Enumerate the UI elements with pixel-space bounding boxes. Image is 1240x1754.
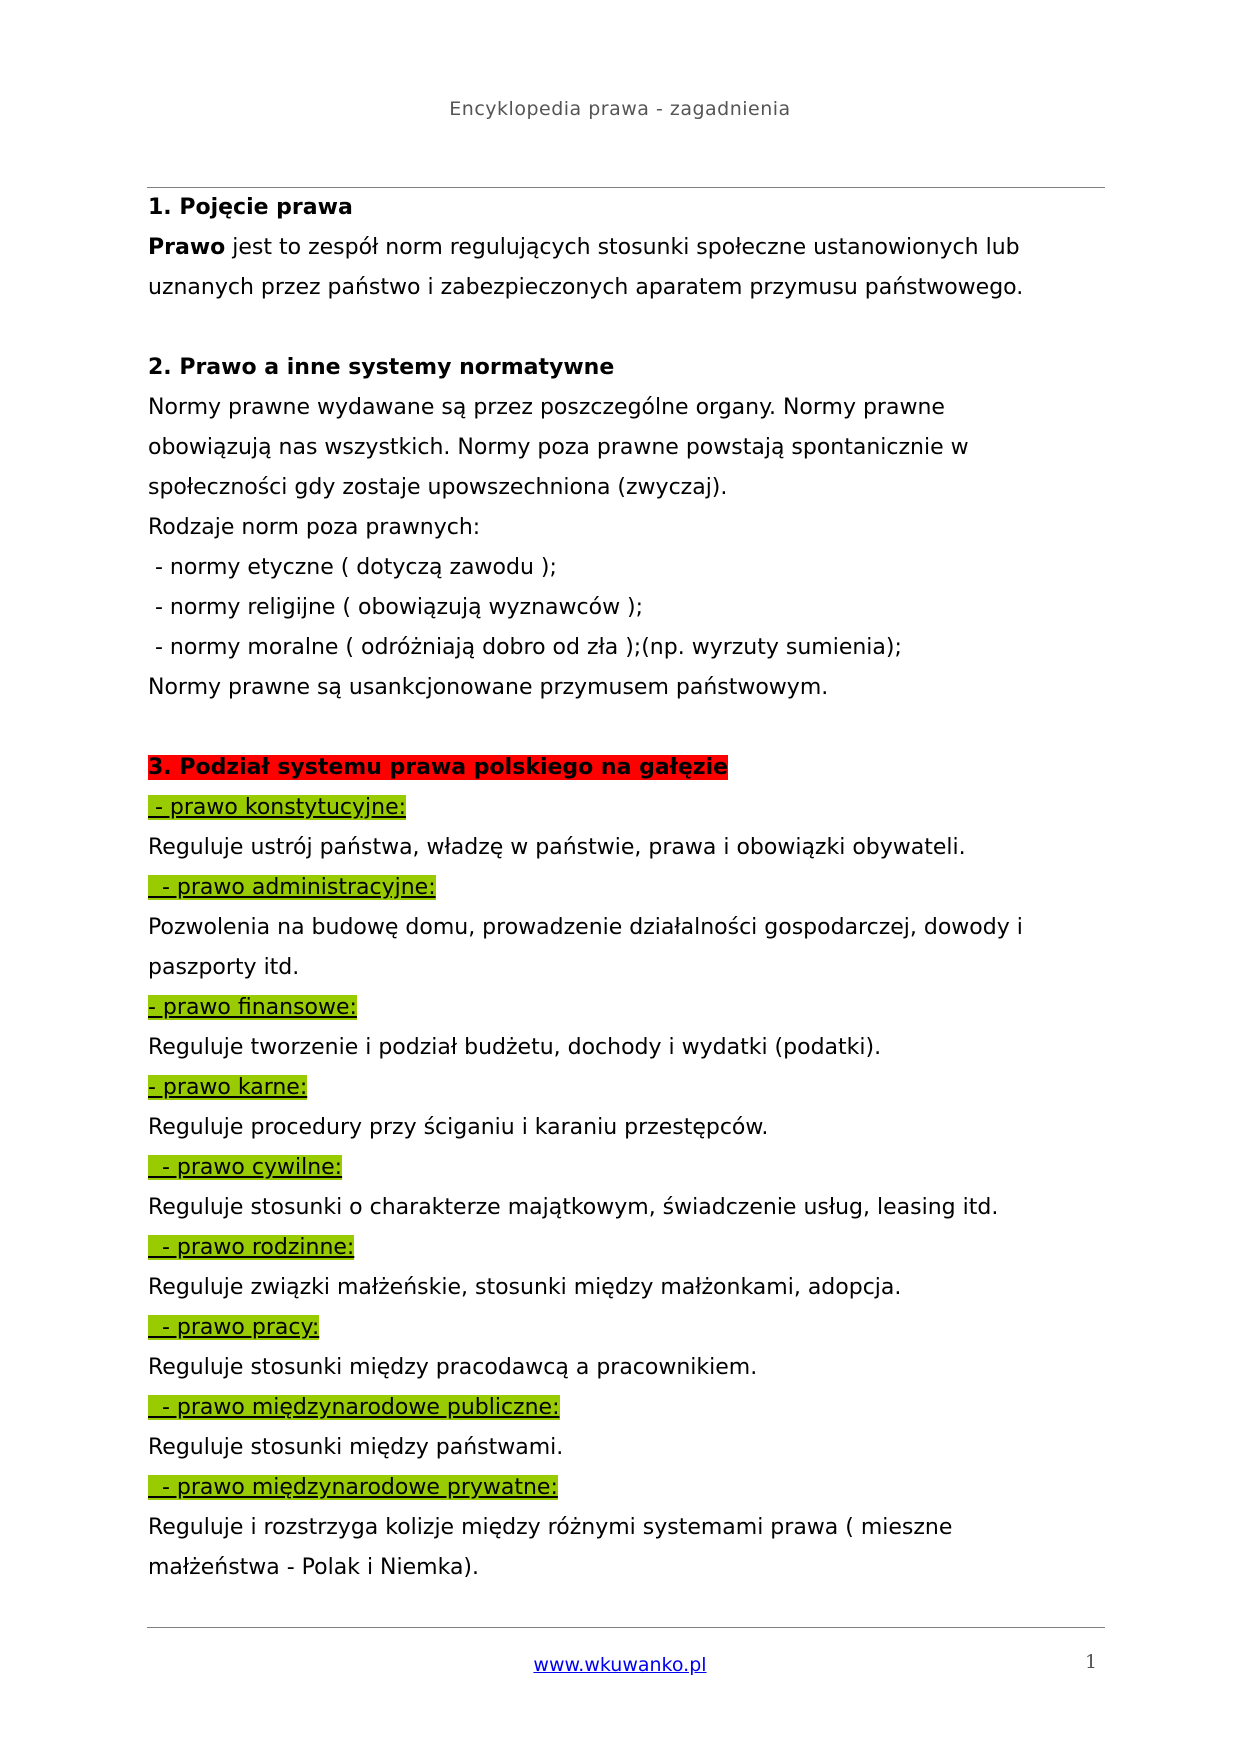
branch-label-miedzynarodowe-prywatne: - prawo międzynarodowe prywatne: — [148, 1475, 558, 1500]
branch-label-cywilne: - prawo cywilne: — [148, 1155, 343, 1180]
branch-label-rodzinne: - prawo rodzinne: — [148, 1235, 355, 1260]
branch-description: Reguluje ustrój państwa, władzę w państwie, prawa i obowiązki obywateli. — [148, 835, 966, 860]
branch-description: Reguluje związki małżeńskie, stosunki między małżonkami, adopcja. — [148, 1275, 902, 1300]
branch-description: Reguluje procedury przy ściganiu i karaniu przestępców. — [148, 1115, 769, 1140]
bold-term-prawo: Prawo — [148, 235, 226, 260]
section-2-line: Normy prawne wydawane są przez poszczególne organy. Normy prawne — [148, 395, 945, 420]
branch-label-finansowe: - prawo finansowe: — [148, 995, 357, 1020]
section-1-line-1-text: jest to zespół norm regulujących stosunki społeczne ustanowionych lub — [225, 235, 1020, 260]
section-2-line: Rodzaje norm poza prawnych: — [148, 515, 481, 540]
branch-description: Reguluje tworzenie i podział budżetu, dochody i wydatki (podatki). — [148, 1035, 882, 1060]
branch-label-administracyjne: - prawo administracyjne: — [148, 875, 436, 900]
footer-website-link[interactable]: www.wkuwanko.pl — [533, 1654, 707, 1676]
section-2-line: obowiązują nas wszystkich. Normy poza prawne powstają spontanicznie w — [148, 435, 969, 460]
branch-label-pracy: - prawo pracy: — [148, 1315, 320, 1340]
branch-label-konstytucyjne: - prawo konstytucyjne: — [148, 795, 407, 820]
branch-description: Reguluje stosunki między pracodawcą a pracownikiem. — [148, 1355, 758, 1380]
branch-label-row — [148, 1228, 1098, 1268]
branch-label-row — [148, 1468, 1098, 1508]
spacer — [148, 708, 1098, 748]
branch-label-row — [148, 868, 1098, 908]
section-3-heading-line — [148, 748, 1098, 788]
spacer — [148, 308, 1098, 348]
footer-divider — [147, 1627, 1105, 1628]
branch-description: Pozwolenia na budowę domu, prowadzenie działalności gospodarczej, dowody i — [148, 915, 1023, 940]
branch-label-row — [148, 788, 1098, 828]
section-2-line: społeczności gdy zostaje upowszechniona (zwyczaj). — [148, 475, 728, 500]
branch-description: Reguluje stosunki o charakterze majątkowym, świadczenie usług, leasing itd. — [148, 1195, 999, 1220]
branch-label-row — [148, 1308, 1098, 1348]
branch-description: Reguluje stosunki między państwami. — [148, 1435, 564, 1460]
branch-label-row — [148, 988, 1098, 1028]
branch-label-row — [148, 1148, 1098, 1188]
section-1-paragraph-line-2: uznanych przez państwo i zabezpieczonych aparatem przymusu państwowego. — [148, 275, 1024, 300]
document-body — [148, 188, 1098, 1588]
branch-label-karne: - prawo karne: — [148, 1075, 308, 1100]
branch-description: małżeństwa - Polak i Niemka). — [148, 1555, 479, 1580]
branch-label-miedzynarodowe-publiczne: - prawo międzynarodowe publiczne: — [148, 1395, 560, 1420]
branch-description: paszporty itd. — [148, 955, 300, 980]
section-2-list-item: - normy religijne ( obowiązują wyznawców ); — [148, 595, 644, 620]
section-2-heading: 2. Prawo a inne systemy normatywne — [148, 355, 615, 380]
section-1-heading: 1. Pojęcie prawa — [148, 195, 353, 220]
section-2-list-item: - normy etyczne ( dotyczą zawodu ); — [148, 555, 557, 580]
branch-label-row — [148, 1388, 1098, 1428]
branch-description: Reguluje i rozstrzyga kolizje między różnymi systemami prawa ( mieszne — [148, 1515, 953, 1540]
branch-label-row — [148, 1068, 1098, 1108]
section-3-heading: 3. Podział systemu prawa polskiego na gałęzie — [148, 755, 729, 780]
section-2-line: Normy prawne są usankcjonowane przymusem państwowym. — [148, 675, 829, 700]
section-2-list-item: - normy moralne ( odróżniają dobro od zła );(np. wyrzuty sumienia); — [148, 635, 902, 660]
section-1-paragraph-line-1 — [148, 228, 1098, 268]
page-number: 1 — [1085, 1651, 1098, 1673]
page-header-title: Encyklopedia prawa - zagadnienia — [449, 98, 791, 120]
